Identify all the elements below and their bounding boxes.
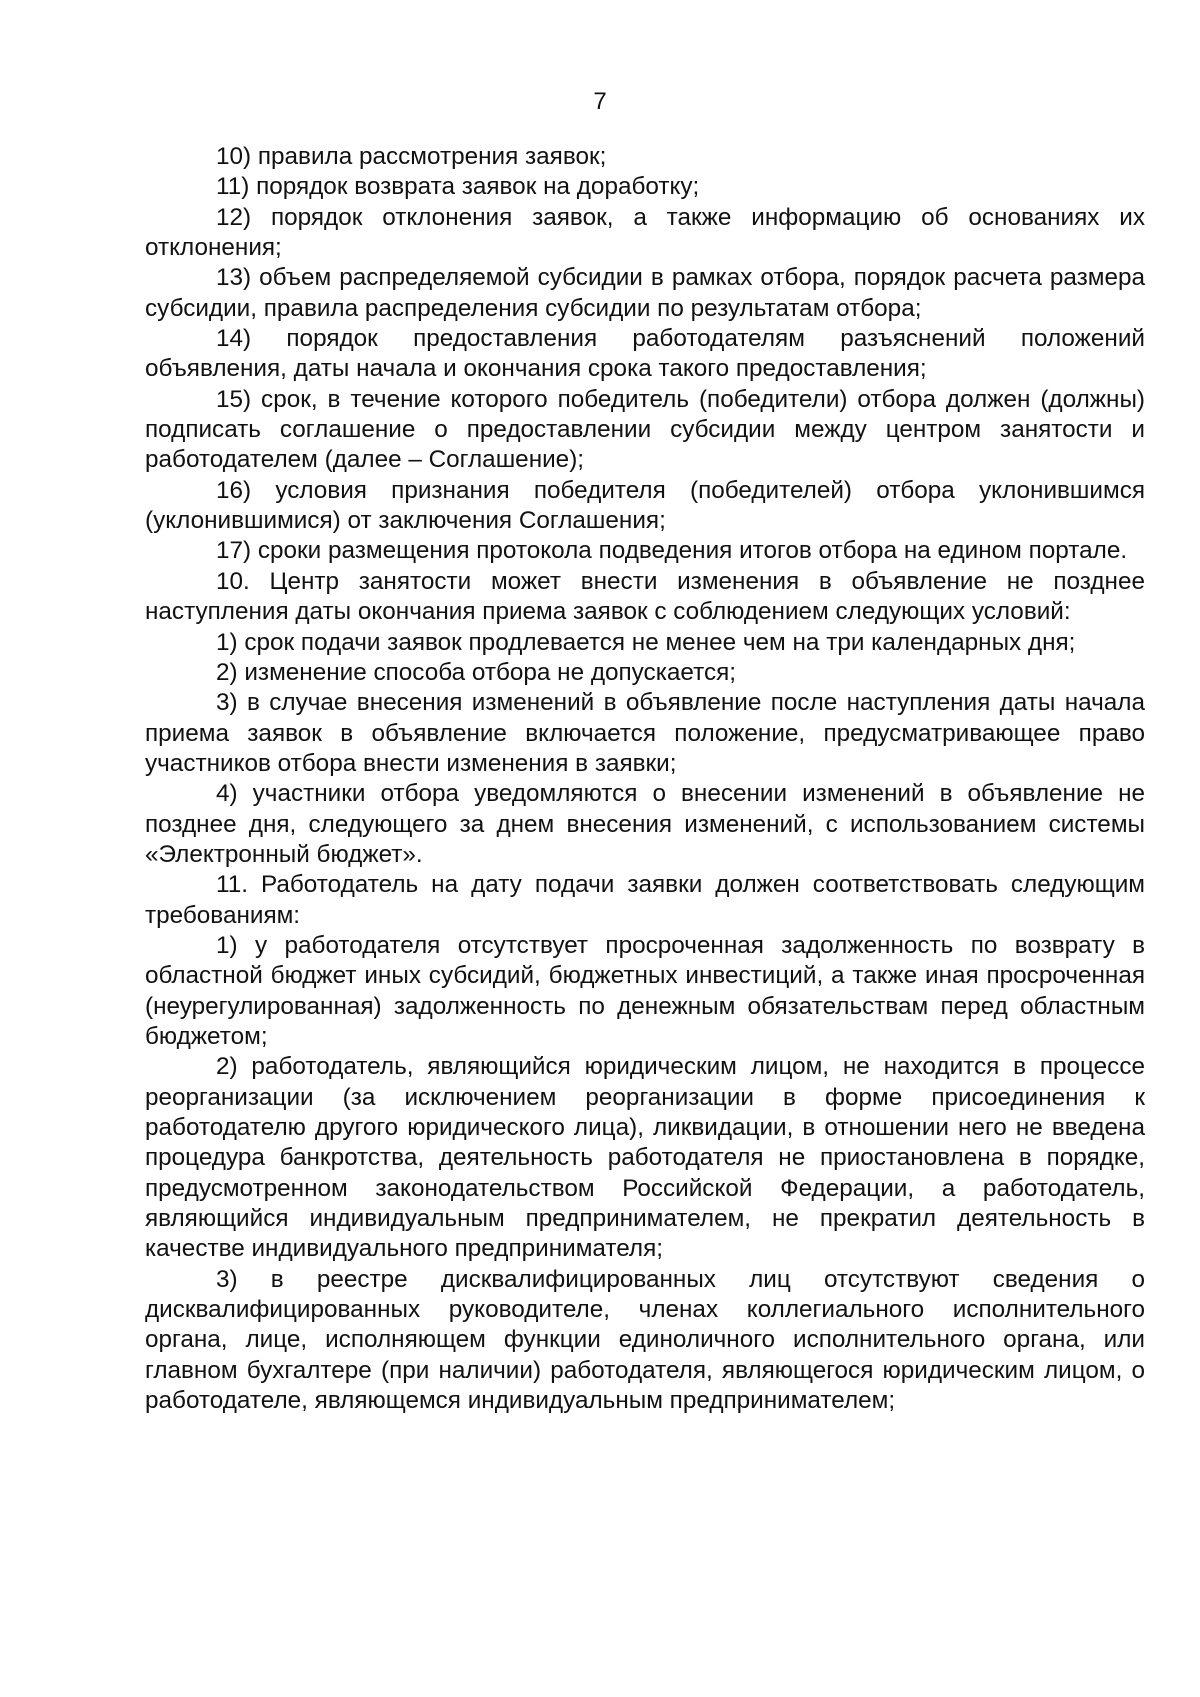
- list-item-11: 11) порядок возврата заявок на доработку;: [216, 173, 700, 201]
- list-item-10: 10) правила рассмотрения заявок;: [216, 143, 607, 170]
- list-item-14: 14) порядок предоставления работодателям разъяснений положений объявления, даты начала и окончания срока такого предоставления;: [145, 325, 1145, 383]
- page-number: 7: [593, 88, 607, 115]
- requirement-item-2: 2) работодатель, являющийся юридическим лицом, не находится в процессе реорганизации (за исключением реорганизации в форме присоединения к работодателю другого юридического лица), ликвидации, в отношении него не введена процедура банкротства, деятельность работодателя не приостановлена в порядке, предусмотренном законодательством Российской Федерации, а работодатель, являющийся индивидуальным предпринимателем, не прекратил деятельность в качестве индивидуального предпринимателя;: [145, 1053, 1145, 1263]
- requirement-item-3: 3) в реестре дисквалифицированных лиц отсутствуют сведения о дисквалифицированных руководителе, членах коллегиального исполнительного органа, лице, исполняющем функции единоличного исполнительного органа, или главном бухгалтере (при наличии) работодателя, являющегося юридическим лицом, о работодателе, являющемся индивидуальным предпринимателем;: [145, 1265, 1145, 1415]
- list-item-13: 13) объем распределяемой субсидии в рамках отбора, порядок расчета размера субсидии, правила распределения субсидии по результатам отбора;: [145, 264, 1145, 322]
- document-body: [145, 142, 1145, 1416]
- condition-item-4: 4) участники отбора уведомляются о внесении изменений в объявление не позднее дня, следующего за днем внесения изменений, с использованием системы «Электронный бюджет».: [145, 780, 1145, 868]
- list-item-15: 15) срок, в течение которого победитель (победители) отбора должен (должны) подписать соглашение о предоставлении субсидии между центром занятости и работодателем (далее – Соглашение);: [145, 385, 1145, 474]
- list-item-12: 12) порядок отклонения заявок, а также информацию об основаниях их отклонения;: [145, 203, 1145, 262]
- list-item-16: 16) условия признания победителя (победителей) отбора уклонившимся (уклонившимися) от заключения Соглашения;: [145, 476, 1145, 535]
- condition-item-1: 1) срок подачи заявок продлевается не менее чем на три календарных дня;: [216, 628, 1076, 656]
- section-11-paragraph: 11. Работодатель на дату подачи заявки должен соответствовать следующим требованиям:: [145, 871, 1145, 929]
- condition-item-3: 3) в случае внесения изменений в объявление после наступления даты начала приема заявок в объявление включается положение, предусматривающее право участников отбора внести изменения в заявки;: [145, 689, 1145, 777]
- list-item-17: 17) сроки размещения протокола подведения итогов отбора на едином портале.: [216, 537, 1128, 565]
- requirement-item-1: 1) у работодателя отсутствует просроченная задолженность по возврату в областной бюджет иных субсидий, бюджетных инвестиций, а также иная просроченная (неурегулированная) задолженность по денежным обязательствам перед областным бюджетом;: [145, 931, 1145, 1050]
- section-10-paragraph: 10. Центр занятости может внести изменения в объявление не позднее наступления даты окончания приема заявок с соблюдением следующих условий:: [145, 567, 1145, 626]
- condition-item-2: 2) изменение способа отбора не допускается;: [216, 658, 736, 686]
